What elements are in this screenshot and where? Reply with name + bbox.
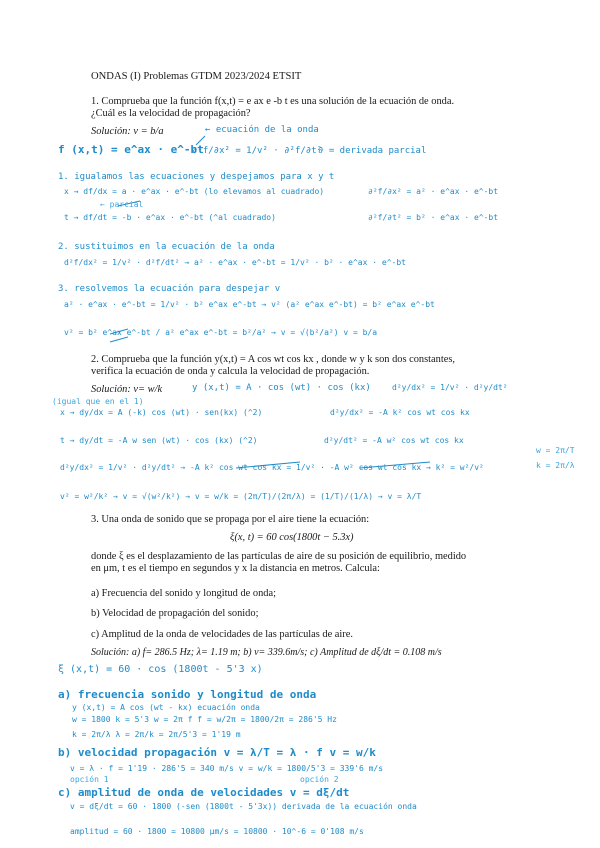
note3-equation: ξ (x,t) = 60 · cos (1800t - 5'3 x): [58, 664, 263, 675]
strike-cos-left: [236, 462, 300, 468]
strike-cos-right: [360, 462, 430, 468]
note3-option1: opción 1: [70, 775, 109, 784]
strike-exp-denominator: [110, 337, 128, 342]
problem3-item-a: a) Frecuencia del sonido y longitud de onda;: [91, 588, 276, 599]
note1-step2-heading: 2. sustituimos en la ecuación de la onda: [58, 242, 275, 252]
note1-step3-heading: 3. resolvemos la ecuación para despejar v: [58, 284, 281, 294]
note3-velocity-values: v = λ · f = 1'19 · 286'5 = 340 m/s v = w/k = 1800/5'3 = 339'6 m/s: [70, 764, 384, 773]
problem3-item-c: c) Amplitud de la onda de velocidades de las partículas de aire.: [91, 629, 353, 640]
note2-velocity-derivation: v² = w²/k² → v = √(w²/k²) → v = w/k = (2π/T)/(2π/λ) = (1/T)/(1/λ) → v = λ/T: [60, 492, 422, 501]
note1-dx-derivative: x → df/dx = a · e^ax · e^-bt (lo elevamos al cuadrado): [64, 187, 325, 196]
note1-partial-legend: ∂ = derivada parcial: [318, 146, 427, 156]
arrow-stroke-partial: [118, 201, 140, 206]
problem2-statement-line1: 2. Comprueba que la función y(x,t) = A cos wt cos kx , donde w y k son dos constantes,: [91, 354, 455, 365]
note3-wavelength: k = 2π/λ λ = 2π/k = 2π/5'3 = 1'19 m: [72, 730, 241, 739]
note3-frequency: w = 1800 k = 5'3 w = 2π f f = w/2π = 1800/2π = 286'5 Hz: [72, 715, 337, 724]
note2-dt2-result: d²y/dt² = -A w² cos wt cos kx: [324, 436, 464, 445]
note3-particle-velocity: v = dξ/dt = 60 · 1800 (-sen (1800t - 5'3x)) derivada de la ecuación onda: [70, 802, 417, 811]
note3-option2: opción 2: [300, 775, 339, 784]
note1-wave-equation: ∂²f/∂x² = 1/v² · ∂²f/∂t²: [192, 146, 323, 156]
note1-substitution: d²f/dx² = 1/v² · d²f/dt² → a² · e^ax · e^-bt = 1/v² · b² · e^ax · e^-bt: [64, 258, 406, 267]
problem3-text-line2: en μm, t es el tiempo en segundos y x la distancia en metros. Calcula:: [91, 563, 380, 574]
note2-k-def: k = 2π/λ: [536, 461, 575, 470]
note2-same-as-1: (igual que en el 1): [52, 397, 144, 406]
note3-b-heading: b) velocidad propagación v = λ/T = λ · f v = w/k: [58, 746, 376, 759]
note1-dx2-result: ∂²f/∂x² = a² · e^ax · e^-bt: [368, 187, 499, 196]
note1-dt2-result: ∂²f/∂t² = b² · e^ax · e^-bt: [368, 213, 499, 222]
problem3-text-line1: donde ξ es el desplazamiento de las partículas de aire de su posición de equilibrio, medido: [91, 551, 467, 562]
note1-step1-heading: 1. igualamos las ecuaciones y despejamos para x y t: [58, 172, 335, 182]
note2-dt-derivative: t → dy/dt = -A w sen (wt) · cos (kx) (^2): [60, 436, 258, 445]
note3-c-heading: c) amplitud de onda de velocidades v = dξ/dt: [58, 786, 350, 799]
note3-general-wave: y (x,t) = A cos (wt - kx) ecuación onda: [72, 703, 260, 712]
document-title: ONDAS (I) Problemas GTDM 2023/2024 ETSIT: [91, 71, 302, 82]
note1-solve-line1: a² · e^ax · e^-bt = 1/v² · b² e^ax e^-bt → v² (a² e^ax e^-bt) = b² e^ax e^-bt: [64, 300, 435, 309]
problem3-equation: ξ(x, t) = 60 cos(1800t − 5.3x): [230, 532, 354, 543]
problem1-solution: Solución: v = b/a: [91, 126, 164, 137]
problem2-solution: Solución: v= w/k: [91, 384, 163, 395]
note2-equate: d²y/dx² = 1/v² · d²y/dt² → -A k² cos wt cos kx = 1/v² · -A w² cos wt cos kx → k² = w²/v²: [60, 463, 484, 472]
problem3-solution: Solución: a) f= 286.5 Hz; λ= 1.19 m; b) v= 339.6m/s; c) Amplitud de dξ/dt = 0.108 m/s: [91, 647, 442, 658]
note1-partial-arrow-label: ← parcial: [100, 200, 144, 209]
note2-wave-equation: d²y/dx² = 1/v² · d²y/dt²: [392, 383, 508, 392]
note2-function: y (x,t) = A · cos (wt) · cos (kx): [192, 383, 371, 393]
note2-omega-def: w = 2π/T: [536, 446, 575, 455]
arrow-stroke-wave-eq: [196, 136, 205, 145]
note2-dx-derivative: x → dy/dx = A (-k) cos (wt) · sen(kx) (^2): [60, 408, 263, 417]
problem3-item-b: b) Velocidad de propagación del sonido;: [91, 608, 259, 619]
note2-dx2-result: d²y/dx² = -A k² cos wt cos kx: [330, 408, 470, 417]
note1-dt-derivative: t → df/dt = -b · e^ax · e^-bt (^al cuadrado): [64, 213, 276, 222]
problem3-statement: 3. Una onda de sonido que se propaga por el aire tiene la ecuación:: [91, 514, 370, 525]
strike-exp-numerator: [110, 329, 128, 334]
problem1-statement-line1: 1. Comprueba que la función f(x,t) = e ax e -b t es una solución de la ecuación de onda.: [91, 96, 455, 107]
problem1-statement-line2: ¿Cuál es la velocidad de propagación?: [91, 108, 251, 119]
note3-amplitude: amplitud = 60 · 1800 = 10800 μm/s = 10800 · 10^-6 = 0'108 m/s: [70, 827, 364, 836]
note1-wave-equation-label: ← ecuación de la onda: [205, 125, 319, 135]
problem2-statement-line2: verifica la ecuación de onda y calcula la velocidad de propagación.: [91, 366, 370, 377]
note1-function: f (x,t) = e^ax · e^-bt: [58, 143, 204, 156]
note3-a-heading: a) frecuencia sonido y longitud de onda: [58, 688, 317, 701]
note1-solve-line2: v² = b² e^ax e^-bt / a² e^ax e^-bt = b²/a² → v = √(b²/a²) v = b/a: [64, 328, 378, 337]
